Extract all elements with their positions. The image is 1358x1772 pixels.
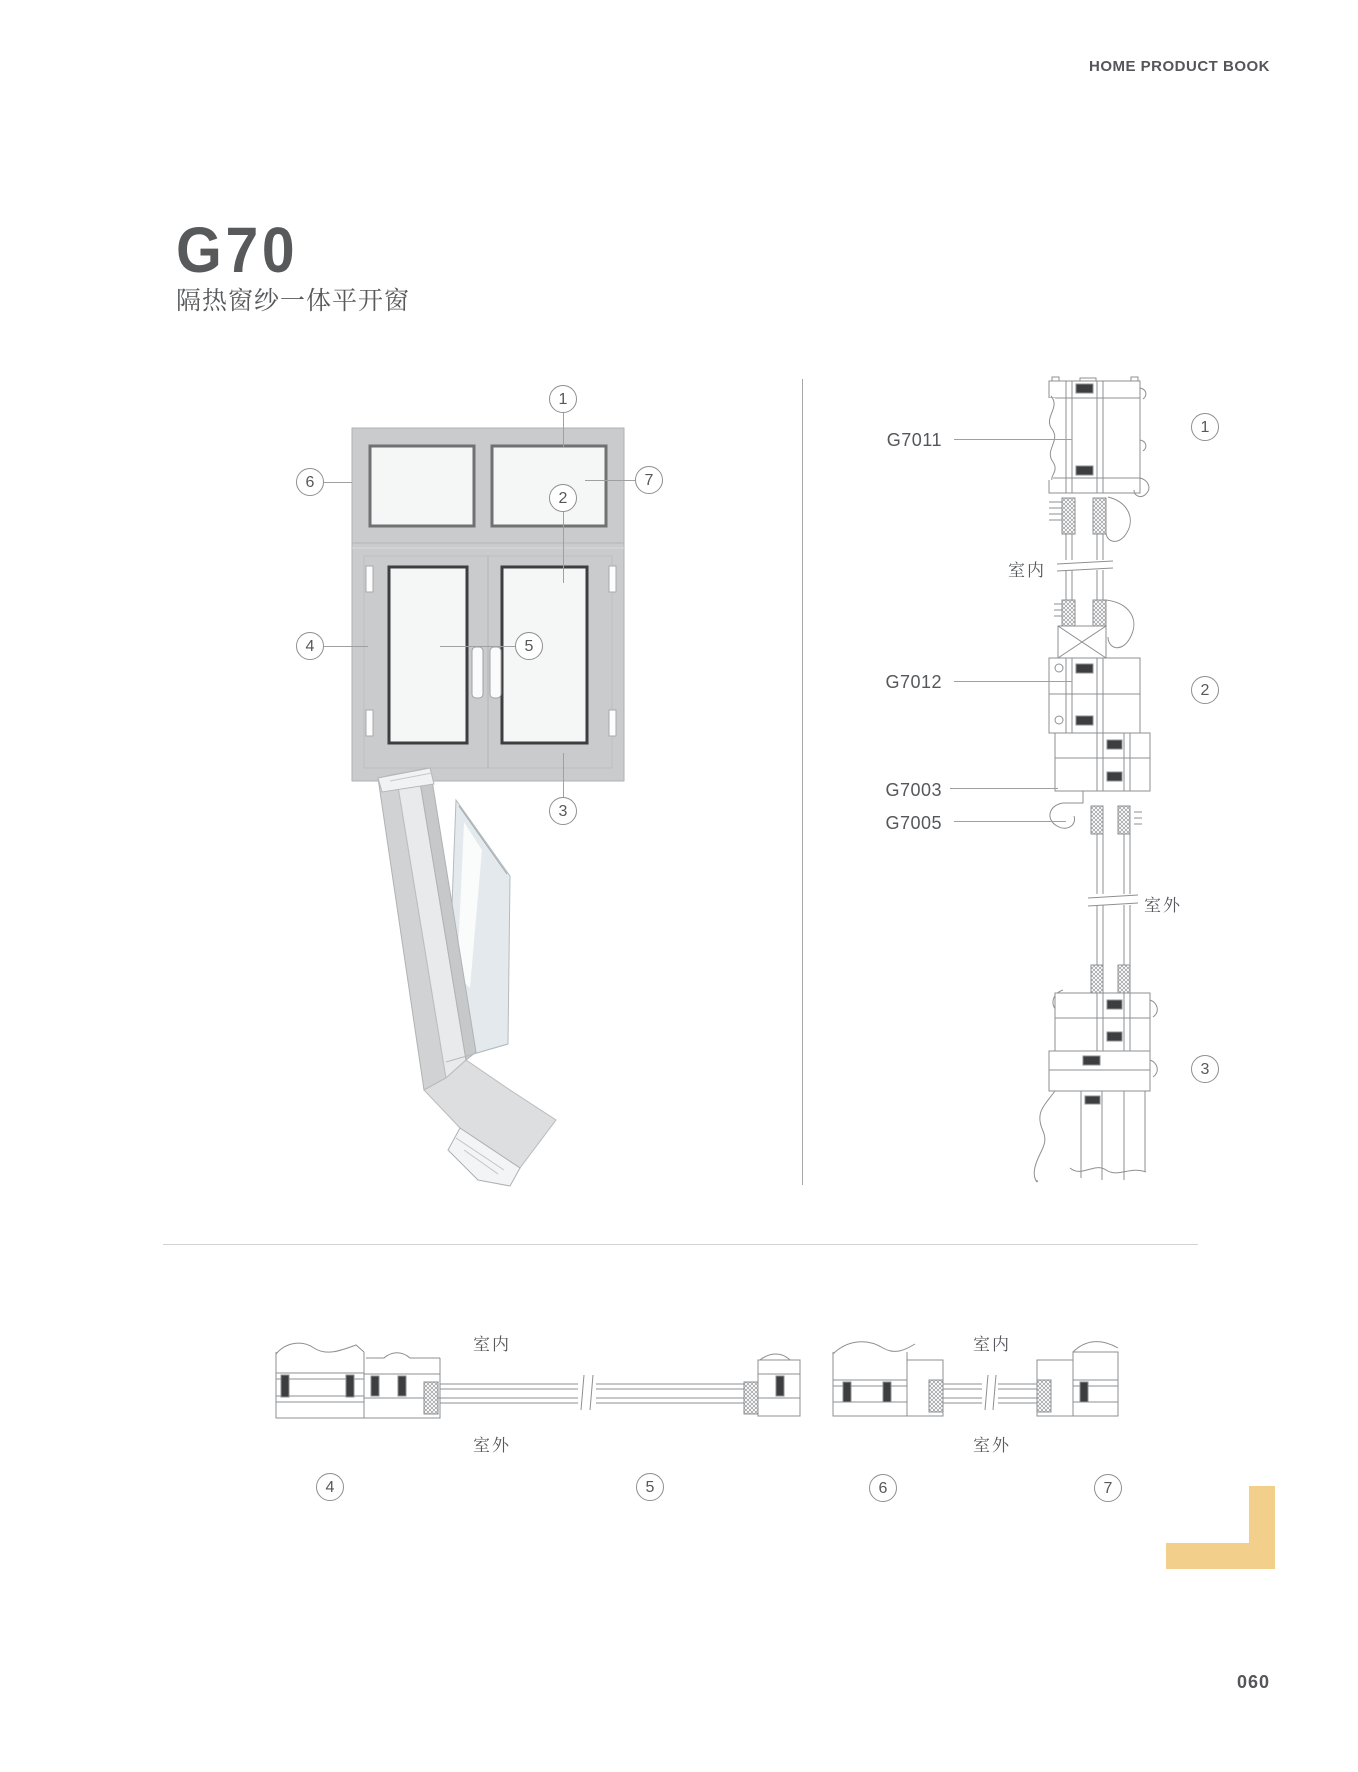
part-label-g7003: G7003 <box>885 780 942 800</box>
leader-line-7 <box>585 480 635 481</box>
part-leader-g7012 <box>954 681 1072 682</box>
section-callout-2: 2 <box>1191 676 1219 704</box>
section-callout-5: 5 <box>636 1473 664 1501</box>
callout-7: 7 <box>635 466 663 494</box>
outdoor-label-vertical: 室外 <box>1144 896 1182 915</box>
page-header-title: HOME PRODUCT BOOK <box>1089 58 1270 75</box>
part-label-g7011: G7011 <box>886 430 942 450</box>
outdoor-label-right-section: 室外 <box>973 1436 1011 1455</box>
callout-5: 5 <box>515 632 543 660</box>
callout-1: 1 <box>549 385 577 413</box>
section-callout-1: 1 <box>1191 413 1219 441</box>
part-leader-g7011 <box>954 439 1072 440</box>
callout-2: 2 <box>549 484 577 512</box>
leader-line-4 <box>324 646 368 647</box>
page-number: 060 <box>1236 1672 1270 1692</box>
part-label-g7005: G7005 <box>885 813 942 833</box>
vertical-section-drawing <box>1020 360 1330 1190</box>
leader-line-5 <box>440 646 515 647</box>
part-label-g7012: G7012 <box>885 672 942 692</box>
callout-3: 3 <box>549 797 577 825</box>
callout-6: 6 <box>296 468 324 496</box>
indoor-label-vertical: 室内 <box>1008 561 1046 580</box>
leader-line-2 <box>563 512 564 583</box>
corner-profile-render <box>360 760 575 1200</box>
product-name-subtitle: 隔热窗纱一体平开窗 <box>176 287 411 315</box>
section-callout-3: 3 <box>1191 1055 1219 1083</box>
outdoor-label-left-section: 室外 <box>473 1436 511 1455</box>
leader-line-6 <box>324 482 352 483</box>
section-callout-6: 6 <box>869 1474 897 1502</box>
leader-line-1 <box>563 413 564 447</box>
brand-corner-mark-arm <box>1166 1543 1275 1569</box>
vertical-divider <box>802 379 803 1185</box>
indoor-label-right-section: 室内 <box>973 1335 1011 1354</box>
part-leader-g7003 <box>950 788 1058 789</box>
product-model-title: G70 <box>176 214 299 286</box>
section-callout-4: 4 <box>316 1473 344 1501</box>
callout-4: 4 <box>296 632 324 660</box>
part-leader-g7005 <box>954 821 1066 822</box>
section-callout-7: 7 <box>1094 1474 1122 1502</box>
elevation-drawing <box>340 420 640 795</box>
indoor-label-left-section: 室内 <box>473 1335 511 1354</box>
section-divider-rule <box>163 1244 1198 1245</box>
